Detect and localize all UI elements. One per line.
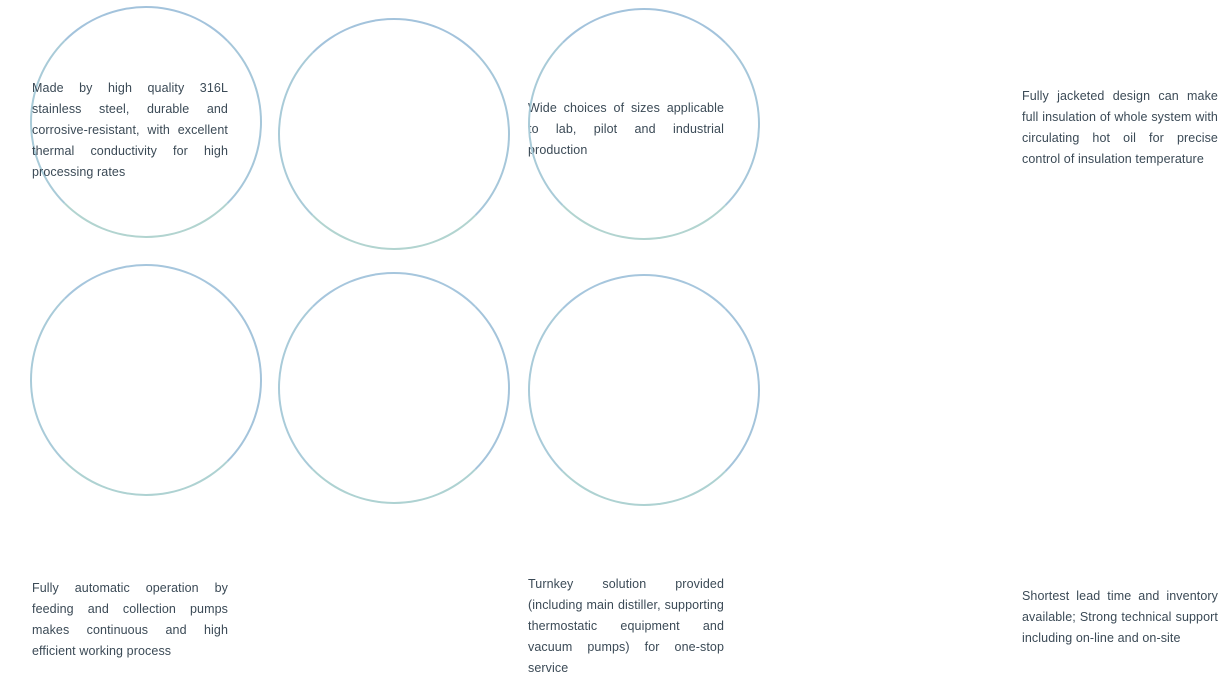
circle-outline-icon	[528, 274, 760, 506]
feature-cell-sizes	[250, 0, 724, 248]
feature-cell-material	[0, 0, 250, 248]
feature-text-material: Made by high quality 316L stainless steel, durable and corrosive-resistant, with excellent thermal conductivity for high processing rates	[32, 81, 228, 179]
circle-outline-icon	[528, 8, 760, 240]
feature-text-lead-time-support: Shortest lead time and inventory available; Strong technical support including on-line and on-site	[1022, 589, 1218, 645]
circle-outline-icon	[278, 272, 510, 504]
feature-text-jacketed-design: Fully jacketed design can make full insulation of whole system with circulating hot oil for precise control of insulation temperature	[1022, 89, 1218, 166]
circle-outline-icon	[278, 18, 510, 250]
feature-cell-automatic-operation	[0, 248, 250, 658]
feature-text-turnkey-solution: Turnkey solution provided (including main distiller, supporting thermostatic equipment and vacuum pumps) for one-stop service	[528, 577, 724, 675]
circle-outline-icon	[30, 264, 262, 496]
feature-cell-jacketed-design	[500, 0, 1218, 248]
feature-cell-turnkey-solution	[250, 248, 724, 675]
feature-text-sizes: Wide choices of sizes applicable to lab, pilot and industrial production	[528, 101, 724, 157]
feature-text-automatic-operation: Fully automatic operation by feeding and collection pumps makes continuous and high efficient working process	[32, 581, 228, 658]
